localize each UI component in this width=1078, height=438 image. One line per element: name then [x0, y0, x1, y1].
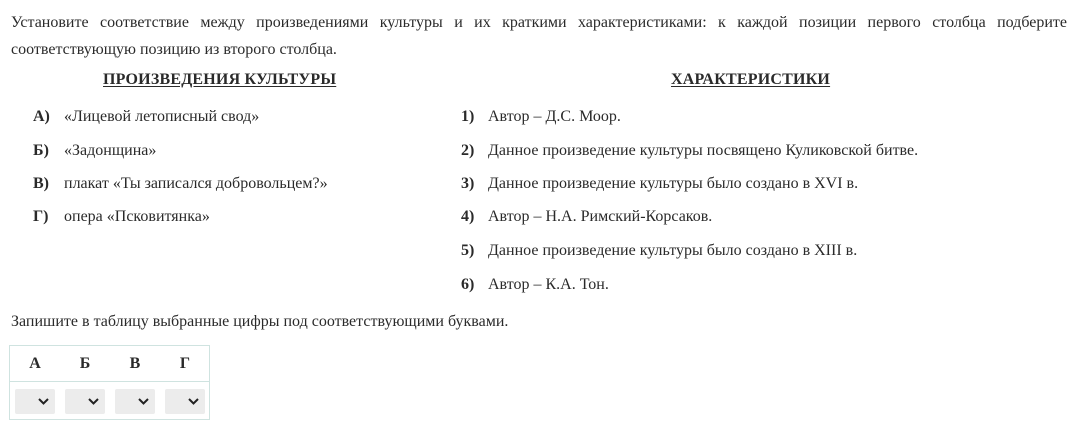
chevron-down-icon — [88, 398, 99, 405]
column-header-v: В — [129, 355, 141, 372]
item-text: Данное произведение культуры было создано в XIII в. — [488, 242, 858, 259]
table-divider — [10, 381, 209, 382]
item-text: «Лицевой летописный свод» — [64, 108, 260, 125]
culture-item-b — [33, 141, 156, 161]
answer-select-b[interactable] — [65, 389, 105, 414]
culture-item-a — [33, 107, 259, 127]
item-text: «Задонщина» — [64, 142, 157, 159]
item-text: плакат «Ты записался добровольцем?» — [64, 175, 328, 192]
answer-select-v[interactable] — [115, 389, 155, 414]
characteristic-item-3 — [461, 174, 858, 194]
answer-select-a[interactable] — [15, 389, 55, 414]
culture-item-v — [33, 174, 328, 194]
characteristic-item-5 — [461, 241, 857, 261]
item-text: Автор – Н.А. Римский-Корсаков. — [488, 208, 713, 225]
item-text: Данное произведение культуры посвящено Куликовской битве. — [488, 142, 919, 159]
chevron-down-icon — [38, 398, 49, 405]
right-column-heading: ХАРАКТЕРИСТИКИ — [671, 71, 831, 88]
item-marker: Г) — [33, 208, 49, 225]
item-marker: 3) — [461, 175, 475, 192]
item-marker: 6) — [461, 276, 475, 293]
item-marker: 4) — [461, 208, 475, 225]
item-text: Автор – Д.С. Моор. — [488, 108, 621, 125]
item-marker: А) — [33, 108, 50, 125]
culture-item-g — [33, 207, 210, 227]
characteristic-item-1 — [461, 107, 621, 127]
item-marker: В) — [33, 175, 49, 192]
characteristic-item-4 — [461, 207, 712, 227]
item-marker: 1) — [461, 108, 475, 125]
item-marker: 5) — [461, 242, 475, 259]
item-marker: Б) — [33, 142, 49, 159]
characteristic-item-2 — [461, 141, 918, 161]
column-header-g: Г — [179, 355, 191, 372]
characteristic-item-6 — [461, 275, 609, 295]
item-text: Автор – К.А. Тон. — [488, 276, 609, 293]
item-text: Данное произведение культуры было создано в XVI в. — [488, 175, 859, 192]
column-header-b: Б — [79, 355, 91, 372]
item-text: опера «Псковитянка» — [64, 208, 210, 225]
answer-instruction: Запишите в таблицу выбранные цифры под соответствующими буквами. — [11, 313, 509, 330]
chevron-down-icon — [138, 398, 149, 405]
left-column-heading: ПРОИЗВЕДЕНИЯ КУЛЬТУРЫ — [103, 71, 337, 88]
answer-select-g[interactable] — [165, 389, 205, 414]
item-marker: 2) — [461, 142, 475, 159]
answer-table — [9, 345, 210, 420]
column-header-a: А — [29, 355, 41, 372]
chevron-down-icon — [188, 398, 199, 405]
task-instruction: Установите соответствие между произведениями культуры и их краткими характеристиками: к каждой позиции первого столбца подберите соответствующую позицию из второго столбца. — [11, 14, 1067, 58]
